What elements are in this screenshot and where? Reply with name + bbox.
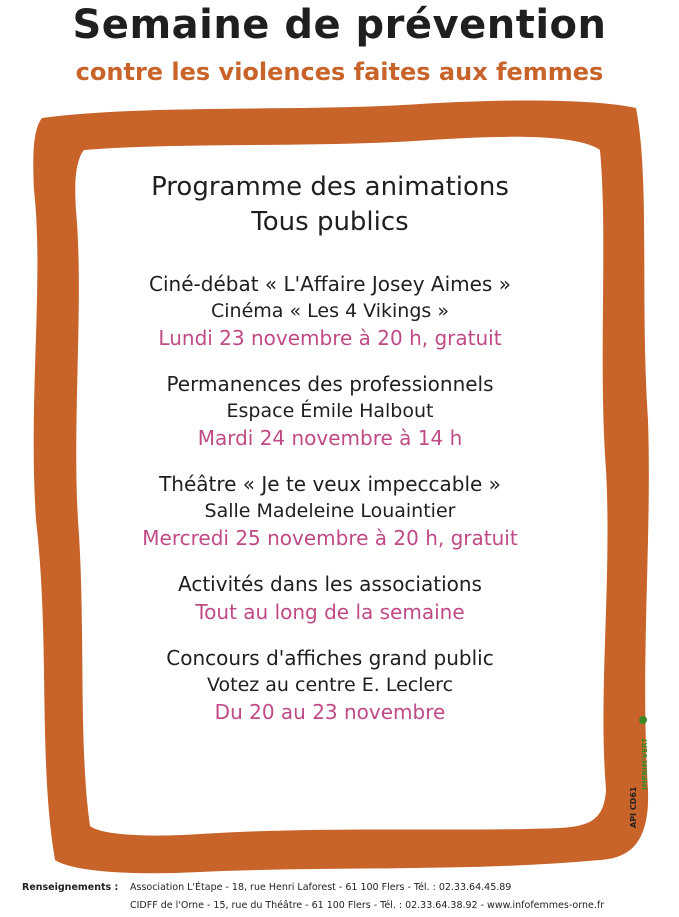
event-place: Espace Émile Halbout: [226, 400, 434, 422]
event-name: Ciné-débat « L'Affaire Josey Aimes »: [149, 272, 511, 296]
event-list: [70, 270, 590, 726]
footer-line-2: CIDFF de l'Orne - 15, rue du Théâtre - 61 100 Flers - Tél. : 02.33.64.38.92 - www.infofemmes-orne.fr: [130, 900, 605, 911]
printer-mark: [625, 710, 655, 830]
footer-label: Renseignements :: [22, 882, 119, 893]
footer-info: [22, 879, 604, 915]
imprim-vert-text: IMPRIM'VERT: [641, 738, 649, 790]
event-name: Activités dans les associations: [178, 572, 482, 596]
event-date: Lundi 23 novembre à 20 h, gratuit: [158, 326, 502, 350]
poster-title: Semaine de prévention: [72, 2, 607, 48]
event-cine-debat: [70, 270, 590, 352]
program-title-line-1: Programme des animations: [151, 172, 509, 202]
event-place: Cinéma « Les 4 Vikings »: [211, 300, 449, 322]
event-date: Du 20 au 23 novembre: [214, 700, 446, 724]
program-panel: [70, 170, 590, 744]
event-concours: [70, 644, 590, 726]
event-place: Salle Madeleine Louaintier: [204, 500, 456, 522]
event-theatre: [70, 470, 590, 552]
footer-line-1: Association L'Étape - 18, rue Henri Laforest - 61 100 Flers - Tél. : 02.33.64.45.89: [130, 882, 512, 893]
event-name: Permanences des professionnels: [166, 372, 494, 396]
event-activites: [70, 570, 590, 626]
event-permanences: [70, 370, 590, 452]
leaf-icon: [639, 716, 647, 724]
printer-mark-text: API CD61: [629, 786, 638, 828]
program-title-line-2: Tous publics: [251, 207, 409, 237]
event-date: Mercredi 25 novembre à 20 h, gratuit: [142, 526, 518, 550]
event-date: Mardi 24 novembre à 14 h: [197, 426, 463, 450]
footer-row-1: [22, 879, 604, 897]
event-place: Votez au centre E. Leclerc: [206, 674, 454, 696]
event-name: Théâtre « Je te veux impeccable »: [159, 472, 501, 496]
poster-subtitle: contre les violences faites aux femmes: [75, 58, 604, 86]
event-name: Concours d'affiches grand public: [166, 646, 494, 670]
event-date: Tout au long de la semaine: [195, 600, 465, 624]
